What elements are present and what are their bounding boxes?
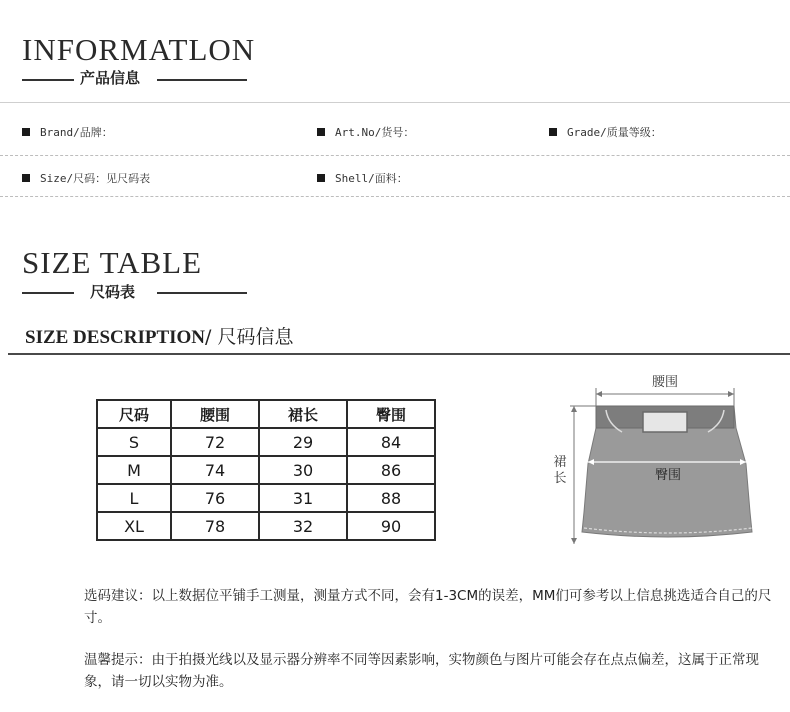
cell-length: 32 bbox=[259, 512, 347, 540]
cell-waist: 76 bbox=[171, 484, 259, 512]
cell-hip: 88 bbox=[347, 484, 435, 512]
size-table bbox=[96, 399, 436, 541]
brand-field bbox=[22, 124, 113, 140]
bullet-icon bbox=[549, 128, 557, 136]
cell-size: L bbox=[97, 484, 171, 512]
cell-hip: 86 bbox=[347, 456, 435, 484]
reminder-note: 温馨提示：由于拍摄光线以及显示器分辨率不同等因素影响，实物颜色与图片可能会存在点点偏差，这属于正常现象，请一切以实物为准。 bbox=[84, 652, 759, 690]
shell-field bbox=[317, 170, 408, 186]
info-title: INFORMATLON bbox=[22, 32, 256, 67]
header-length: 裙长 bbox=[259, 400, 347, 428]
cell-size: S bbox=[97, 428, 171, 456]
waist-label: 腰围 bbox=[651, 375, 679, 390]
info-bottom-divider bbox=[0, 196, 790, 197]
table-row bbox=[97, 512, 435, 540]
bullet-icon bbox=[317, 128, 325, 136]
shell-label: Shell/面料： bbox=[335, 172, 408, 185]
cell-hip: 90 bbox=[347, 512, 435, 540]
grade-label: Grade/质量等级： bbox=[567, 126, 662, 139]
table-row bbox=[97, 456, 435, 484]
header-hip: 臀围 bbox=[347, 400, 435, 428]
size-description-rule bbox=[8, 353, 790, 355]
art-no-label: Art.No/货号： bbox=[335, 126, 415, 139]
cell-size: M bbox=[97, 456, 171, 484]
info-subtitle: 产品信息 bbox=[80, 69, 141, 87]
cell-size: XL bbox=[97, 512, 171, 540]
size-table-title: SIZE TABLE bbox=[22, 245, 203, 280]
bullet-icon bbox=[22, 128, 30, 136]
size-table-subtitle: 尺码表 bbox=[90, 283, 136, 301]
size-value: 见尺码表 bbox=[106, 172, 151, 185]
info-row-divider bbox=[0, 155, 790, 156]
hip-label: 臀围 bbox=[654, 468, 682, 483]
size-subtitle-rule-right bbox=[157, 292, 247, 294]
table-row bbox=[97, 484, 435, 512]
cell-waist: 74 bbox=[171, 456, 259, 484]
info-subtitle-rule-left bbox=[22, 79, 74, 81]
size-table-header-row bbox=[97, 400, 435, 428]
size-description-heading bbox=[25, 322, 294, 349]
size-subtitle-rule-left bbox=[22, 292, 74, 294]
art-no-field bbox=[317, 124, 414, 140]
selection-advice-note: 选码建议：以上数据位平铺手工测量，测量方式不同，会有1-3CM的误差，MM们可参考以上信息挑选适合自己的尺寸。 bbox=[84, 588, 772, 626]
info-subtitle-rule-right bbox=[157, 79, 247, 81]
cell-waist: 78 bbox=[171, 512, 259, 540]
bullet-icon bbox=[317, 174, 325, 182]
size-field bbox=[22, 170, 150, 186]
cell-length: 30 bbox=[259, 456, 347, 484]
size-label: Size/尺码： bbox=[40, 172, 107, 185]
table-row bbox=[97, 428, 435, 456]
skirt-measurement-diagram bbox=[548, 362, 780, 558]
length-label: 裙长 bbox=[553, 455, 567, 486]
header-waist: 腰围 bbox=[171, 400, 259, 428]
size-description-en: SIZE DESCRIPTION bbox=[25, 327, 206, 348]
header-size: 尺码 bbox=[97, 400, 171, 428]
cell-length: 31 bbox=[259, 484, 347, 512]
brand-label: Brand/品牌： bbox=[40, 126, 113, 139]
bullet-icon bbox=[22, 174, 30, 182]
size-description-separator: / bbox=[205, 326, 218, 348]
cell-hip: 84 bbox=[347, 428, 435, 456]
cell-length: 29 bbox=[259, 428, 347, 456]
cell-waist: 72 bbox=[171, 428, 259, 456]
size-description-cn: 尺码信息 bbox=[217, 326, 294, 348]
info-top-divider bbox=[0, 102, 790, 103]
grade-field bbox=[549, 124, 662, 140]
